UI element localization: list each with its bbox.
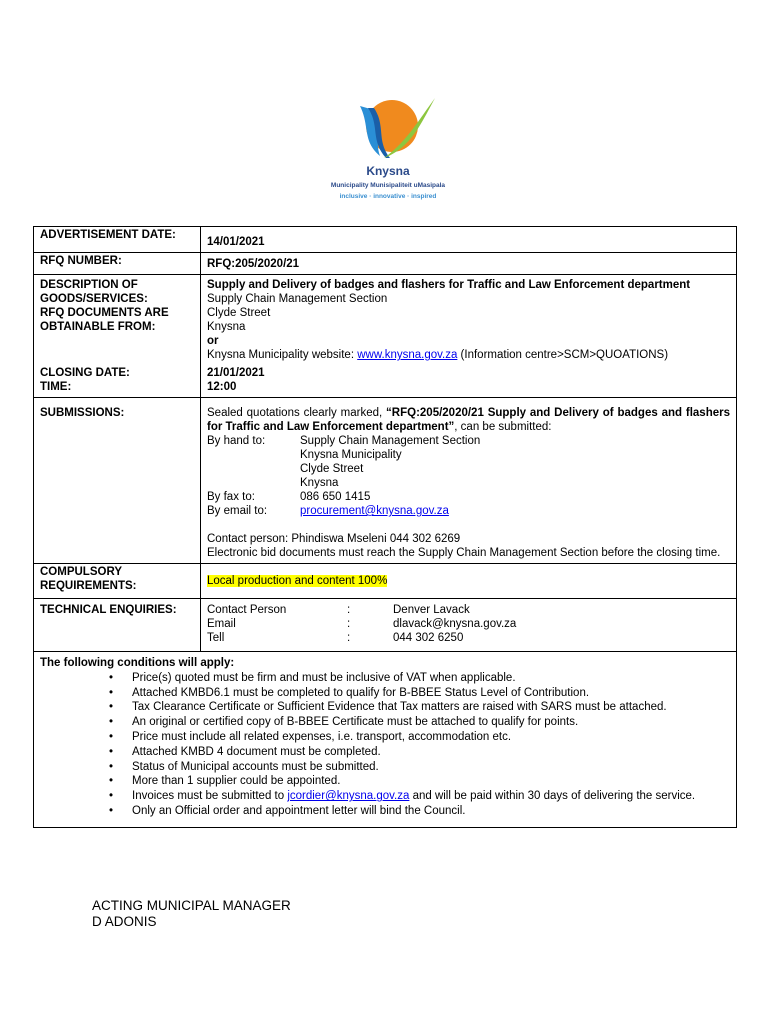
tech-key-2: Email	[207, 618, 236, 630]
fax-number: 086 650 1415	[300, 491, 371, 503]
rfq-details-table	[34, 227, 736, 651]
condition-item: • An original or certified copy of B-BBEE Certificate must be attached to qualify for points.	[132, 715, 730, 730]
logo-tagline: inclusive · innovative · inspired	[339, 193, 437, 200]
submissions-label: SUBMISSIONS:	[34, 398, 201, 564]
hand-delivery	[207, 434, 730, 490]
submissions-intro	[207, 406, 730, 434]
description-row	[34, 275, 736, 366]
procurement-email-link[interactable]: procurement@knysna.gov.za	[300, 505, 449, 517]
condition-item-invoice	[132, 789, 730, 804]
hand-address	[300, 434, 730, 490]
address-line-3: Knysna	[207, 321, 246, 333]
description-label: DESCRIPTION OF GOODS/SERVICES:	[40, 279, 148, 305]
signatory-title: ACTING MUNICIPAL MANAGER	[92, 898, 291, 913]
signatory-name: D ADONIS	[92, 914, 157, 929]
municipality-logo	[318, 96, 458, 208]
or-text: or	[207, 335, 219, 347]
advertisement-label: ADVERTISEMENT DATE:	[34, 227, 201, 253]
condition-item: • More than 1 supplier could be appointed.	[132, 774, 730, 789]
compulsory-value: Local production and content 100%	[207, 575, 388, 587]
condition-item: • Price must include all related expenses, i.e. transport, accommodation etc.	[132, 730, 730, 745]
tech-value-3: 044 302 6250	[393, 632, 464, 644]
submissions-row	[34, 398, 736, 564]
conditions-section	[34, 651, 736, 827]
compulsory-label: COMPULSORY REQUIREMENTS:	[34, 564, 201, 599]
rfq-label: RFQ NUMBER:	[34, 253, 201, 275]
website-suffix: (Information centre>SCM>QUOATIONS)	[457, 349, 669, 361]
electronic-note: Electronic bid documents must reach the Supply Chain Management Section before the closing time.	[207, 547, 721, 559]
by-hand-label: By hand to:	[207, 435, 266, 447]
signature-block	[92, 898, 291, 930]
description-cell	[201, 275, 737, 366]
tech-key-1: Contact Person	[207, 604, 287, 616]
closing-time-label: TIME:	[40, 381, 72, 393]
rfq-row	[34, 253, 736, 275]
hand-line-3: Clyde Street	[300, 463, 364, 475]
website-line	[207, 348, 730, 362]
by-fax-label: By fax to:	[207, 491, 255, 503]
compulsory-row	[34, 564, 736, 599]
by-email-label: By email to:	[207, 505, 268, 517]
closing-time: 12:00	[207, 381, 237, 393]
condition-item: • Attached KMBD 4 document must be completed.	[132, 745, 730, 760]
compulsory-cell	[201, 564, 737, 599]
description-labels	[34, 275, 201, 366]
tech-value-1: Denver Lavack	[393, 604, 470, 616]
technical-row	[34, 599, 736, 652]
intro-title: “RFQ:205/2020/21 Supply and Delivery of badges and flashers for Traffic and Law Enforcement department”	[207, 407, 730, 433]
submissions-cell	[201, 398, 737, 564]
closing-date: 21/01/2021	[207, 367, 265, 379]
invoice-prefix: Invoices must be submitted to	[132, 790, 288, 803]
logo-name: Knysna	[366, 164, 410, 178]
closing-labels	[34, 365, 201, 398]
invoice-suffix: and will be paid within 30 days of delivering the service.	[409, 790, 696, 803]
website-link[interactable]: www.knysna.gov.za	[357, 349, 458, 361]
tech-contact-row	[207, 603, 730, 617]
conditions-heading: The following conditions will apply:	[40, 657, 235, 669]
conditions-list	[40, 671, 730, 819]
condition-item: • Price(s) quoted must be firm and must be inclusive of VAT when applicable.	[132, 671, 730, 686]
closing-cell	[201, 365, 737, 398]
condition-item: • Tax Clearance Certificate or Sufficient Evidence that Tax matters are raised with SARS must be attached.	[132, 700, 730, 715]
invoice-email-link[interactable]: jcordier@knysna.gov.za	[287, 790, 410, 803]
tech-key-3: Tell	[207, 632, 225, 644]
rfq-notice	[33, 226, 737, 828]
condition-item: • Status of Municipal accounts must be submitted.	[132, 760, 730, 775]
logo-subtitle: Municipality Munisipaliteit uMasipala	[330, 182, 446, 189]
email-delivery	[207, 504, 730, 518]
advertisement-date: 14/01/2021	[207, 236, 265, 248]
intro-suffix: , can be submitted:	[454, 421, 552, 433]
email-value	[300, 504, 730, 518]
condition-item: • Only an Official order and appointment letter will bind the Council.	[132, 804, 730, 819]
tech-colon-2: :	[347, 618, 351, 630]
knysna-emblem-icon	[340, 96, 436, 162]
hand-line-2: Knysna Municipality	[300, 449, 402, 461]
address-line-2: Clyde Street	[207, 307, 271, 319]
closing-row	[34, 365, 736, 398]
website-prefix: Knysna Municipality website:	[207, 349, 358, 361]
hand-line-4: Knysna	[300, 477, 339, 489]
rfq-number: RFQ:205/2020/21	[201, 253, 737, 275]
technical-cell	[201, 599, 737, 652]
tech-tell-row	[207, 631, 730, 645]
address-line-1: Supply Chain Management Section	[207, 293, 388, 305]
contact-person: Contact person: Phindiswa Mseleni 044 302 6269	[207, 533, 461, 545]
fax-delivery	[207, 490, 730, 504]
intro-prefix: Sealed quotations clearly marked,	[207, 407, 387, 419]
tech-value-2: dlavack@knysna.gov.za	[393, 618, 517, 630]
advertisement-row	[34, 227, 736, 253]
hand-line-1: Supply Chain Management Section	[300, 435, 481, 447]
tech-colon-3: :	[347, 632, 351, 644]
closing-date-label: CLOSING DATE:	[40, 367, 130, 379]
condition-item: • Attached KMBD6.1 must be completed to qualify for B-BBEE Status Level of Contribution.	[132, 686, 730, 701]
description-value: Supply and Delivery of badges and flashers for Traffic and Law Enforcement department	[207, 279, 691, 291]
tech-email-row	[207, 617, 730, 631]
tech-colon-1: :	[347, 604, 351, 616]
technical-label: TECHNICAL ENQUIRIES:	[34, 599, 201, 652]
documents-label: RFQ DOCUMENTS ARE OBTAINABLE FROM:	[40, 307, 169, 333]
